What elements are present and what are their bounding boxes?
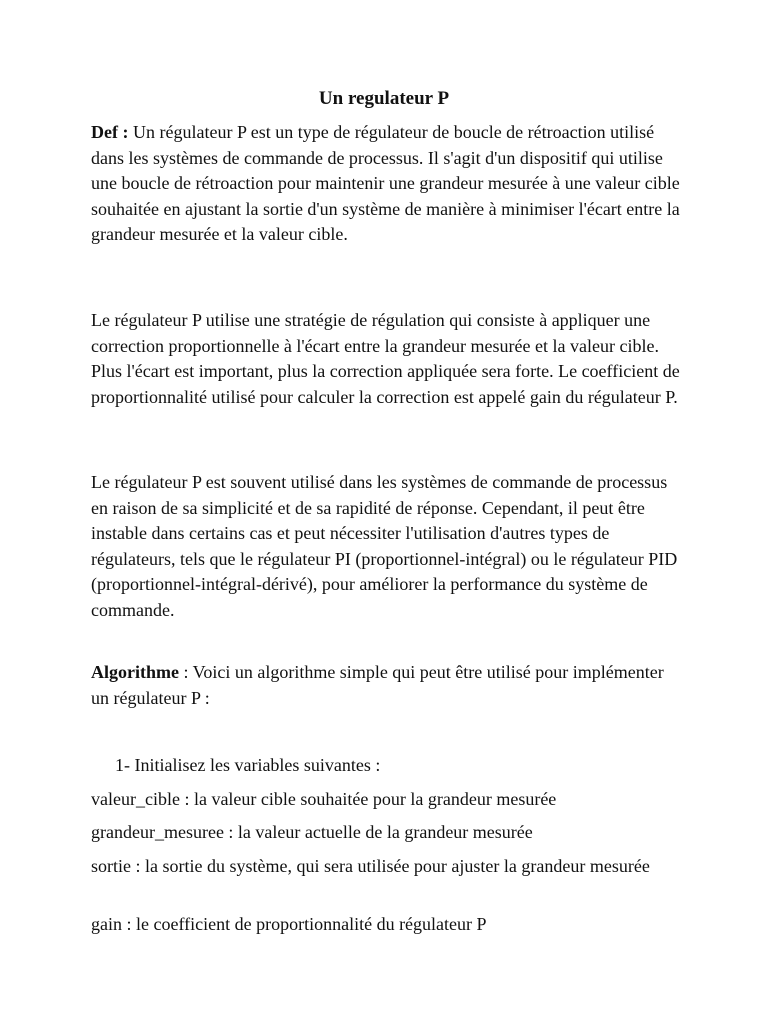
algorithm-label: Algorithme — [91, 662, 179, 682]
step-1: 1- Initialisez les variables suivantes : — [115, 755, 381, 775]
definition-text: Un régulateur P est un type de régulateur de boucle de rétroaction utilisé dans les systèmes de commande de processus. Il s'agit d'un dispositif qui utilise une boucle de rétroaction pour maintenir une grandeur mesurée à une valeur cible souhaitée en ajustant la sortie d'un système de manière à minimiser l'écart entre la grandeur mesurée et la valeur cible. — [91, 122, 680, 244]
usage-paragraph: Le régulateur P est souvent utilisé dans les systèmes de commande de processus en raison de sa simplicité et de sa rapidité de réponse. Cependant, il peut être instable dans certains cas et peut nécessiter l'utilisation d'autres types de régulateurs, tels que le régulateur PI (proportionnel-intégral) ou le régulateur PID (proportionnel-intégral-dérivé), pour améliorer la performance du système de commande. — [91, 472, 678, 620]
algorithm-text: : Voici un algorithme simple qui peut être utilisé pour implémenter un régulateur P : — [91, 662, 664, 708]
variable-valeur-cible: valeur_cible : la valeur cible souhaitée pour la grandeur mesurée — [91, 789, 557, 809]
definition-paragraph — [91, 120, 681, 248]
algorithm-paragraph — [91, 660, 681, 711]
strategy-paragraph: Le régulateur P utilise une stratégie de régulation qui consiste à appliquer une correction proportionnelle à l'écart entre la grandeur mesurée et la valeur cible. Plus l'écart est important, plus la correction appliquée sera forte. Le coefficient de proportionnalité utilisé pour calculer la correction est appelé gain du régulateur P. — [91, 310, 680, 407]
variable-grandeur-mesuree: grandeur_mesuree : la valeur actuelle de la grandeur mesurée — [91, 822, 533, 842]
document-title: Un regulateur P — [318, 88, 450, 109]
definition-label: Def : — [91, 122, 129, 142]
variable-sortie: sortie : la sortie du système, qui sera utilisée pour ajuster la grandeur mesurée — [91, 856, 650, 876]
variable-gain: gain : le coefficient de proportionnalité du régulateur P — [91, 914, 487, 934]
